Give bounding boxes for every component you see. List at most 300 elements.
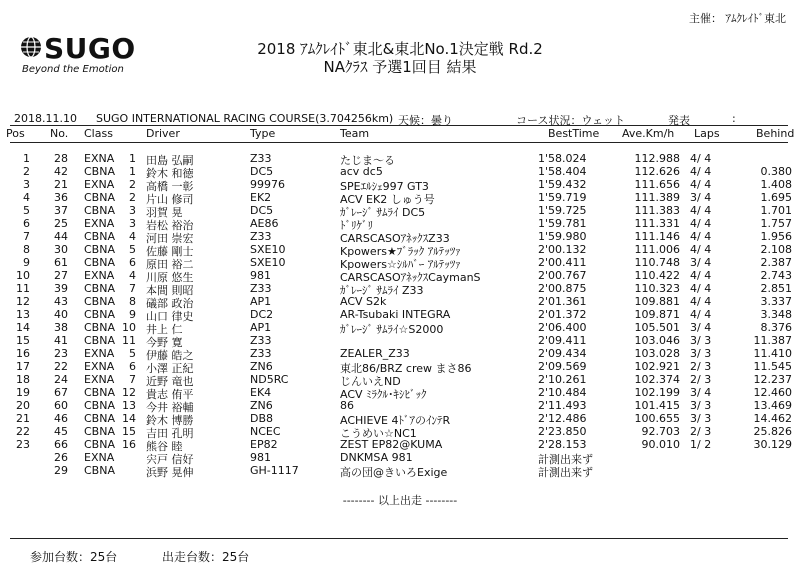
cell-cp: 6 [129,360,136,373]
cell-team: ｶﾞﾚｰｼﾞ ｻﾑﾗｲ Z33 [340,284,424,297]
cell-pos: 10 [16,269,30,282]
cell-cls: CBNA [84,425,115,438]
cell-laps: 3/ 4 [690,321,712,334]
col-pos: Pos [6,127,25,140]
cell-cp: 2 [129,178,136,191]
cell-no: 39 [54,282,68,295]
cell-best: 2'00.411 [538,256,587,269]
cell-pos: 9 [23,256,30,269]
cell-driver: 原田 裕二 [146,258,194,271]
session-title: NAｸﾗｽ 予選1回目 結果 [323,58,477,76]
cell-avg: 112.988 [634,152,680,165]
cell-laps: 3/ 4 [690,191,712,204]
logo-name: SUGO [44,32,136,65]
cell-type: SXE10 [250,256,286,269]
cell-avg: 111.389 [634,191,680,204]
cell-behind: 3.348 [760,308,792,321]
cell-best: 1'59.725 [538,204,587,217]
cell-cp: 9 [129,308,136,321]
cell-behind: 25.826 [753,425,792,438]
cell-team: 東北86/BRZ crew まさ86 [340,362,472,375]
weather: 天候：曇り [398,114,453,127]
cell-laps: 4/ 4 [690,204,712,217]
cell-cp: 3 [129,217,136,230]
cell-cls: EXNA [84,373,115,386]
cell-cls: CBNA [84,191,115,204]
cell-laps: 4/ 4 [690,269,712,282]
cell-behind: 12.460 [753,386,792,399]
cell-behind: 3.337 [760,295,792,308]
cell-behind: 12.237 [753,373,792,386]
table-row [0,230,800,243]
table-row [0,165,800,178]
cell-team: 高の団@きいろExige [340,466,448,479]
cell-team: ｶﾞﾚｰｼﾞ ｻﾑﾗｲ☆S2000 [340,323,444,336]
cell-laps: 3/ 4 [690,256,712,269]
cell-pos: 15 [16,334,30,347]
date: 2018.11.10 [14,112,77,125]
cell-cp: 7 [129,373,136,386]
cell-team: じんいえND [340,375,401,388]
table-row [0,191,800,204]
cell-cp: 6 [129,256,136,269]
cell-cls: CBNA [84,204,115,217]
cell-type: SXE10 [250,243,286,256]
cell-best: 2'00.132 [538,243,587,256]
cell-driver: 高橋 一彰 [146,180,194,193]
cell-driver: 貴志 侑平 [146,388,194,401]
event-title: 2018 ｱﾑｸﾚｲﾄﾞ東北&東北No.1決定戦 Rd.2 [257,40,543,58]
cell-team: ACV S2k [340,295,387,308]
cell-driver: 礒部 政治 [146,297,194,310]
cell-team: ZEST EP82@KUMA [340,438,443,451]
cell-best: 2'09.411 [538,334,587,347]
cell-type: EK2 [250,191,272,204]
cell-avg: 92.703 [641,425,680,438]
starters-count: 出走台数：25台 [162,550,250,564]
cell-no: 61 [54,256,68,269]
cell-laps: 4/ 4 [690,295,712,308]
cell-type: DC5 [250,204,274,217]
cell-no: 36 [54,191,68,204]
cell-behind: 14.462 [753,412,792,425]
table-row [0,204,800,217]
cell-pos: 16 [16,347,30,360]
cell-cp: 5 [129,347,136,360]
cell-team: ｶﾞﾚｰｼﾞ ｻﾑﾗｲ DC5 [340,206,426,219]
cell-no: 66 [54,438,68,451]
cell-cls: CBNA [84,464,115,477]
cell-cls: CBNA [84,386,115,399]
cell-pos: 17 [16,360,30,373]
cell-laps: 1/ 2 [690,438,712,451]
cell-no: 21 [54,178,68,191]
cell-driver: 今井 裕輔 [146,401,194,414]
cell-laps: 4/ 4 [690,230,712,243]
cell-cls: CBNA [84,165,115,178]
cell-pos: 11 [16,282,30,295]
cell-cls: CBNA [84,282,115,295]
cell-best: 2'23.850 [538,425,587,438]
cell-team: AR-Tsubaki INTEGRA [340,308,451,321]
cell-no: 27 [54,269,68,282]
cell-laps: 4/ 4 [690,308,712,321]
cell-cp: 5 [129,243,136,256]
table-row [0,321,800,334]
cell-type: 981 [250,269,271,282]
cell-behind: 2.743 [760,269,792,282]
header-top-rule [10,125,788,126]
cell-laps: 2/ 3 [690,425,712,438]
cell-no: 60 [54,399,68,412]
cell-avg: 111.006 [634,243,680,256]
cell-team: CARSCASOｱﾈｯｸｽZ33 [340,232,450,245]
cell-behind: 1.408 [760,178,792,191]
table-row [0,451,800,464]
cell-behind: 11.545 [753,360,792,373]
cell-avg: 109.871 [634,308,680,321]
cell-cls: CBNA [84,295,115,308]
cell-cp: 4 [129,230,136,243]
cell-team: acv dc5 [340,165,383,178]
cell-type: Z33 [250,334,272,347]
table-row [0,464,800,477]
cell-cls: EXNA [84,360,115,373]
cell-laps: 3/ 3 [690,399,712,412]
cell-laps: 3/ 4 [690,386,712,399]
cell-best: 1'58.404 [538,165,587,178]
cell-type: Z33 [250,152,272,165]
cell-avg: 102.921 [634,360,680,373]
cell-type: ZN6 [250,399,273,412]
cell-type: GH-1117 [250,464,299,477]
col-type: Type [250,127,276,140]
cell-no: 22 [54,360,68,373]
cell-type: ZN6 [250,360,273,373]
cell-behind: 1.757 [760,217,792,230]
announce-colon: : [732,112,736,125]
col-behind: Behind [756,127,795,140]
cell-cp: 3 [129,204,136,217]
cell-cp: 12 [122,386,136,399]
cell-driver: 川原 悠生 [146,271,194,284]
cell-pos: 3 [23,178,30,191]
cell-driver: 熊谷 睦 [146,440,183,453]
cell-pos: 21 [16,412,30,425]
cell-laps: 4/ 4 [690,243,712,256]
entries-count: 参加台数：25台 [30,550,118,564]
cell-best: 2'09.569 [538,360,587,373]
table-row [0,334,800,347]
cell-type: DC5 [250,165,274,178]
cell-cls: EXNA [84,152,115,165]
cell-type: ND5RC [250,373,289,386]
cell-type: AE86 [250,217,279,230]
cell-pos: 7 [23,230,30,243]
cell-cp: 11 [122,334,136,347]
cell-laps: 2/ 3 [690,373,712,386]
cell-team: Kpowers★ﾌﾞﾗｯｸ ｱﾙﾃｯﾂｧ [340,245,461,258]
footer-rule [10,538,788,539]
cell-no: 29 [54,464,68,477]
table-row [0,152,800,165]
cell-team: ACHIEVE 4ﾄﾞｱのｲﾝﾃR [340,414,451,427]
cell-no: 41 [54,334,68,347]
cell-no: 30 [54,243,68,256]
cell-avg: 103.046 [634,334,680,347]
cell-no: 43 [54,295,68,308]
cell-cp: 15 [122,425,136,438]
cell-best: 1'59.719 [538,191,587,204]
col-class: Class [84,127,113,140]
cell-type: EP82 [250,438,278,451]
cell-best: 1'58.024 [538,152,587,165]
cell-driver: 井上 仁 [146,323,183,336]
table-row [0,217,800,230]
cell-best: 1'59.781 [538,217,587,230]
cell-type: Z33 [250,230,272,243]
cell-cls: CBNA [84,412,115,425]
cell-no: 26 [54,451,68,464]
cell-team: ACV EK2 しゅう号 [340,193,435,206]
cell-avg: 111.383 [634,204,680,217]
cell-cls: CBNA [84,334,115,347]
cell-laps: 2/ 3 [690,360,712,373]
cell-cls: EXNA [84,347,115,360]
table-row [0,373,800,386]
col-driver: Driver [146,127,180,140]
table-row [0,243,800,256]
cell-cls: CBNA [84,438,115,451]
cell-driver: 岩松 裕治 [146,219,194,232]
course-condition: コース状況：ウェット [516,114,626,127]
table-row [0,347,800,360]
cell-cp: 1 [129,152,136,165]
cell-laps: 3/ 3 [690,412,712,425]
cell-cp: 7 [129,282,136,295]
logo-tagline: Beyond the Emotion [22,64,124,75]
cell-driver: 近野 竜也 [146,375,194,388]
cell-laps: 4/ 4 [690,152,712,165]
cell-pos: 22 [16,425,30,438]
cell-pos: 4 [23,191,30,204]
cell-avg: 110.422 [634,269,680,282]
cell-driver: 羽賀 晃 [146,206,183,219]
cell-team: ﾄﾞﾘｹﾞﾘ [340,219,373,232]
cell-no: 45 [54,425,68,438]
cell-behind: 11.387 [753,334,792,347]
cell-avg: 101.415 [634,399,680,412]
cell-pos: 5 [23,204,30,217]
cell-best: 2'12.486 [538,412,587,425]
cell-driver: 河田 崇宏 [146,232,194,245]
course-name: SUGO INTERNATIONAL RACING COURSE(3.704256km) [96,112,394,125]
cell-no: 24 [54,373,68,386]
table-row [0,412,800,425]
cell-best: 2'06.400 [538,321,587,334]
cell-team: ACV ﾐﾗｸﾙ･ｷｼﾋﾞｯｸ [340,388,427,401]
table-row [0,386,800,399]
cell-cp: 2 [129,191,136,204]
cell-laps: 3/ 3 [690,347,712,360]
table-row [0,399,800,412]
cell-best: 2'09.434 [538,347,587,360]
col-no: No. [50,127,69,140]
cell-team: DNKMSA 981 [340,451,413,464]
cell-avg: 102.374 [634,373,680,386]
cell-behind: 11.410 [753,347,792,360]
cell-best: 2'00.767 [538,269,587,282]
cell-pos: 1 [23,152,30,165]
col-best: BestTime [548,127,600,140]
cell-best: 2'00.875 [538,282,587,295]
cell-avg: 111.331 [634,217,680,230]
cell-pos: 14 [16,321,30,334]
cell-behind: 30.129 [753,438,792,451]
cell-cls: EXNA [84,269,115,282]
cell-laps: 3/ 3 [690,334,712,347]
cell-cp: 8 [129,295,136,308]
cell-no: 67 [54,386,68,399]
cell-team: Kpowers☆ｼﾙﾊﾞｰ ｱﾙﾃｯﾂｧ [340,258,461,271]
cell-best: 2'01.372 [538,308,587,321]
cell-driver: 佐藤 剛士 [146,245,194,258]
cell-avg: 105.501 [634,321,680,334]
cell-cp: 4 [129,269,136,282]
cell-cls: CBNA [84,256,115,269]
cell-driver: 鈴木 博勝 [146,414,194,427]
table-row [0,425,800,438]
cell-driver: 今野 寛 [146,336,183,349]
cell-cp: 10 [122,321,136,334]
table-row [0,256,800,269]
cell-pos: 12 [16,295,30,308]
cell-behind: 13.469 [753,399,792,412]
cell-driver: 山口 律史 [146,310,194,323]
cell-laps: 4/ 4 [690,178,712,191]
table-row [0,269,800,282]
cell-type: 981 [250,451,271,464]
cell-team: こうめい☆NC1 [340,427,417,440]
cell-team: ZEALER_Z33 [340,347,410,360]
cell-pos: 13 [16,308,30,321]
cell-best: 計測出来ず [538,466,593,479]
cell-avg: 90.010 [641,438,680,451]
cell-behind: 0.380 [760,165,792,178]
cell-cls: CBNA [84,308,115,321]
organizer-label: 主催： ｱﾑｸﾚｲﾄﾞ東北 [689,12,786,25]
end-note: -------- 以上出走 -------- [342,494,458,507]
cell-type: EK4 [250,386,272,399]
cell-cls: EXNA [84,451,115,464]
cell-behind: 1.701 [760,204,792,217]
cell-driver: 本間 則昭 [146,284,194,297]
cell-pos: 2 [23,165,30,178]
cell-avg: 110.323 [634,282,680,295]
cell-best: 2'10.261 [538,373,587,386]
cell-team: 86 [340,399,354,412]
cell-pos: 20 [16,399,30,412]
cell-behind: 8.376 [760,321,792,334]
cell-no: 25 [54,217,68,230]
cell-driver: 片山 修司 [146,193,194,206]
cell-avg: 109.881 [634,295,680,308]
table-row [0,438,800,451]
cell-no: 44 [54,230,68,243]
cell-laps: 4/ 4 [690,282,712,295]
header-bottom-rule [10,142,788,143]
cell-cp: 16 [122,438,136,451]
cell-cp: 1 [129,165,136,178]
cell-driver: 浜野 晃伸 [146,466,194,479]
cell-best: 2'11.493 [538,399,587,412]
cell-avg: 110.748 [634,256,680,269]
cell-no: 23 [54,347,68,360]
table-row [0,282,800,295]
cell-avg: 103.028 [634,347,680,360]
cell-behind: 2.108 [760,243,792,256]
cell-type: Z33 [250,347,272,360]
cell-cls: EXNA [84,217,115,230]
cell-cp: 13 [122,399,136,412]
cell-behind: 2.387 [760,256,792,269]
announce-label: 発表 [668,114,690,127]
cell-team: CARSCASOｱﾈｯｸｽCaymanS [340,271,481,284]
cell-behind: 2.851 [760,282,792,295]
table-row [0,295,800,308]
cell-cls: CBNA [84,321,115,334]
cell-driver: 吉田 孔明 [146,427,194,440]
cell-no: 38 [54,321,68,334]
cell-no: 46 [54,412,68,425]
cell-driver: 宍戸 信好 [146,453,194,466]
cell-best: 1'59.980 [538,230,587,243]
cell-team: たじま～る [340,154,395,167]
cell-laps: 4/ 4 [690,217,712,230]
cell-best: 1'59.432 [538,178,587,191]
cell-no: 40 [54,308,68,321]
cell-driver: 鈴木 和徳 [146,167,194,180]
cell-cp: 14 [122,412,136,425]
cell-type: NCEC [250,425,281,438]
col-avg: Ave.Km/h [622,127,675,140]
cell-best: 2'28.153 [538,438,587,451]
cell-driver: 小澤 正紀 [146,362,194,375]
cell-no: 37 [54,204,68,217]
cell-behind: 1.695 [760,191,792,204]
cell-pos: 18 [16,373,30,386]
cell-cls: CBNA [84,243,115,256]
cell-avg: 100.655 [634,412,680,425]
cell-cls: EXNA [84,178,115,191]
cell-behind: 1.956 [760,230,792,243]
col-team: Team [340,127,370,140]
cell-type: Z33 [250,282,272,295]
cell-pos: 19 [16,386,30,399]
cell-no: 42 [54,165,68,178]
table-row [0,178,800,191]
cell-type: AP1 [250,321,272,334]
cell-avg: 111.656 [634,178,680,191]
col-laps: Laps [694,127,720,140]
cell-pos: 8 [23,243,30,256]
cell-best: 2'10.484 [538,386,587,399]
cell-type: DB8 [250,412,274,425]
cell-type: AP1 [250,295,272,308]
cell-team: SPEｴﾙｼｪ997 GT3 [340,180,429,193]
cell-pos: 23 [16,438,30,451]
cell-type: DC2 [250,308,274,321]
